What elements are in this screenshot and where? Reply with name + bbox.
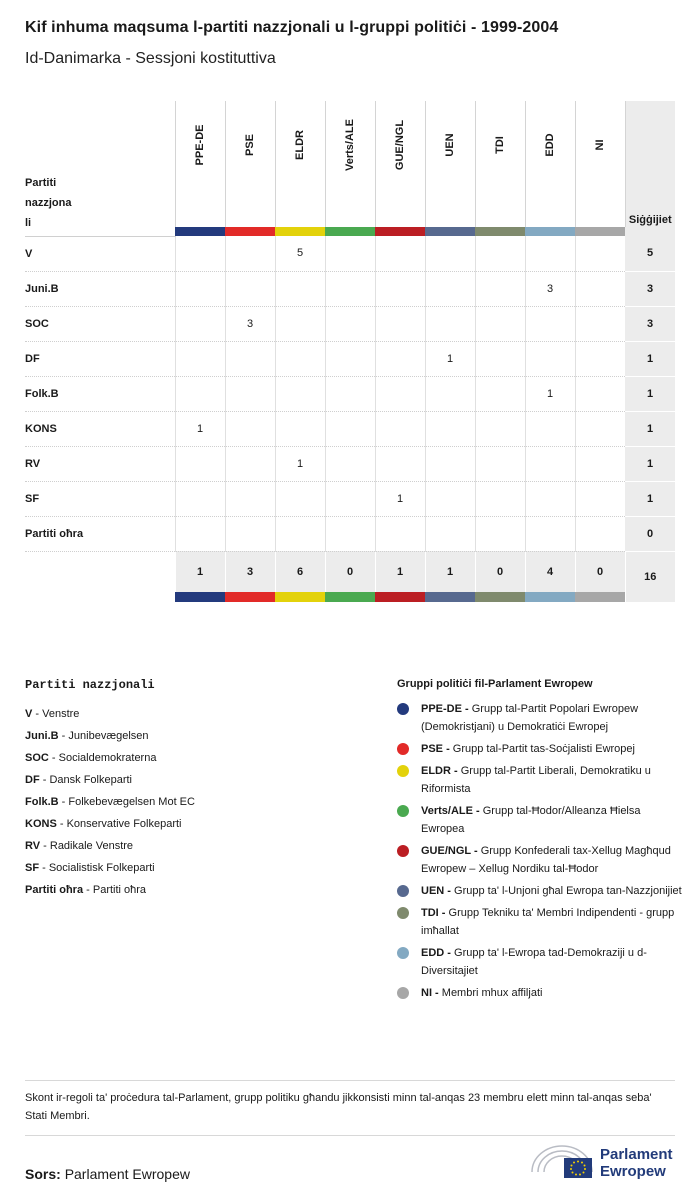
source-value: Parlament Ewropew	[64, 1166, 190, 1182]
row-total-cell: 1	[625, 446, 675, 481]
party-legend-code: Folk.B	[25, 796, 59, 808]
group-legend-code: ELDR	[421, 765, 451, 777]
party-name-cell: Juni.B	[25, 271, 175, 306]
party-legend-separator: -	[48, 752, 59, 764]
national-parties-legend	[25, 678, 195, 901]
seat-count-cell	[575, 446, 625, 481]
seat-count-cell	[325, 271, 375, 306]
group-legend-name: Grupp tal-Partit Liberali, Demokratiku u Riformista	[421, 765, 651, 795]
party-legend-separator: -	[39, 774, 50, 786]
seat-count-cell: 3	[225, 306, 275, 341]
group-legend-code: TDI	[421, 907, 439, 919]
group-color-dot-icon	[397, 947, 409, 959]
footer-bar-spacer	[25, 592, 175, 602]
party-legend-code: Juni.B	[25, 730, 59, 742]
group-legend-name: Grupp tal-Ħodor/Alleanza Ħielsa Ewropea	[421, 805, 641, 835]
seat-count-cell	[475, 271, 525, 306]
group-header-label: PPE-DE	[194, 124, 206, 166]
party-legend-separator: -	[58, 796, 69, 808]
group-legend-separator: -	[450, 765, 461, 777]
group-header-guengl	[375, 101, 425, 227]
seat-count-cell	[225, 236, 275, 271]
party-legend-separator: -	[58, 730, 69, 742]
totals-row-label-spacer	[25, 551, 175, 592]
party-legend-item	[25, 769, 195, 791]
party-legend-name: Venstre	[42, 708, 80, 720]
party-column-header: Partiti nazzjona li	[25, 101, 175, 236]
chart-subtitle: Id-Danimarka - Sessjoni kostituttiva	[25, 50, 276, 67]
group-legend-item	[397, 700, 682, 736]
seat-count-cell	[275, 271, 325, 306]
seat-count-cell	[525, 306, 575, 341]
seat-count-cell	[475, 236, 525, 271]
seat-count-cell	[575, 516, 625, 551]
logo-line-1: Parlament	[600, 1146, 673, 1163]
parliament-hemicycle-icon	[530, 1142, 594, 1180]
seat-count-cell	[575, 411, 625, 446]
group-color-bar	[175, 227, 225, 236]
column-total-cell: 0	[575, 551, 625, 592]
group-legend-separator: -	[438, 907, 449, 919]
seat-distribution-table	[25, 101, 675, 602]
seat-count-cell	[225, 376, 275, 411]
group-legend-separator: -	[432, 987, 442, 999]
seat-count-cell	[575, 481, 625, 516]
group-legend-name: Grupp tal-Partit tas-Soċjalisti Ewropej	[452, 743, 635, 755]
table-row	[25, 411, 675, 446]
seats-total-header	[625, 101, 675, 236]
column-total-cell: 0	[475, 551, 525, 592]
group-color-bar	[175, 592, 225, 602]
group-color-dot-icon	[397, 885, 409, 897]
table-row	[25, 236, 675, 271]
party-legend-code: V	[25, 708, 33, 720]
group-header-pse	[225, 101, 275, 227]
party-legend-item	[25, 835, 195, 857]
group-legend-separator: -	[470, 845, 481, 857]
row-total-cell: 0	[625, 516, 675, 551]
group-legend-name: Grupp ta' l-Ewropa tad-Demokraziji u d-Diversitajiet	[421, 947, 647, 977]
group-color-bar	[225, 227, 275, 236]
group-legend-item	[397, 762, 682, 798]
group-legend-separator: -	[461, 703, 472, 715]
group-legend-name: Grupp tal-Partit Popolari Ewropew (Demokristjani) u Demokratiċi Ewropej	[421, 703, 639, 733]
party-name-cell: SF	[25, 481, 175, 516]
row-total-cell: 1	[625, 341, 675, 376]
seat-count-cell	[525, 236, 575, 271]
row-total-cell: 3	[625, 306, 675, 341]
party-legend-item	[25, 813, 195, 835]
seat-count-cell	[475, 341, 525, 376]
group-header-label: ELDR	[294, 130, 306, 160]
column-total-cell: 1	[175, 551, 225, 592]
group-header-label: TDI	[494, 136, 506, 154]
seat-count-cell	[475, 446, 525, 481]
group-legend-item	[397, 740, 682, 758]
seat-count-cell	[575, 306, 625, 341]
chart-title: Kif inhuma maqsuma l-partiti nazzjonali u l-gruppi politiċi - 1999-2004	[25, 19, 559, 36]
group-color-bar	[375, 592, 425, 602]
seat-count-cell	[375, 271, 425, 306]
party-legend-separator: -	[56, 818, 67, 830]
seat-count-cell	[475, 411, 525, 446]
group-legend-separator: -	[472, 805, 483, 817]
party-legend-name: Junibevægelsen	[68, 730, 149, 742]
group-legend-separator: -	[444, 885, 455, 897]
party-name-cell: Folk.B	[25, 376, 175, 411]
group-color-dot-icon	[397, 805, 409, 817]
seat-count-cell	[425, 411, 475, 446]
party-legend-item	[25, 879, 195, 901]
party-legend-name: Radikale Venstre	[49, 840, 134, 852]
seat-count-cell	[275, 306, 325, 341]
row-total-cell: 3	[625, 271, 675, 306]
group-header-tdi	[475, 101, 525, 227]
seat-count-cell	[175, 481, 225, 516]
column-total-cell: 0	[325, 551, 375, 592]
seat-count-cell	[325, 481, 375, 516]
seat-count-cell: 1	[425, 341, 475, 376]
party-legend-item	[25, 703, 195, 725]
seat-count-cell	[325, 236, 375, 271]
seat-count-cell	[475, 306, 525, 341]
group-color-dot-icon	[397, 743, 409, 755]
party-legend-item	[25, 725, 195, 747]
seat-count-cell	[275, 341, 325, 376]
group-legend-item	[397, 944, 682, 980]
seat-count-cell: 1	[525, 376, 575, 411]
table-row	[25, 271, 675, 306]
seat-count-cell	[575, 236, 625, 271]
seat-count-cell	[175, 516, 225, 551]
column-total-cell: 3	[225, 551, 275, 592]
seat-count-cell	[375, 341, 425, 376]
group-color-dot-icon	[397, 703, 409, 715]
group-color-bar	[325, 227, 375, 236]
seat-count-cell	[225, 516, 275, 551]
group-color-bar	[425, 227, 475, 236]
seat-count-cell	[225, 481, 275, 516]
group-header-ppede	[175, 101, 225, 227]
table-row	[25, 481, 675, 516]
group-header-uen	[425, 101, 475, 227]
seat-count-cell: 5	[275, 236, 325, 271]
party-legend-name: Socialdemokraterna	[58, 752, 157, 764]
group-legend-code: UEN	[421, 885, 445, 897]
seat-count-cell	[475, 516, 525, 551]
seat-count-cell	[375, 516, 425, 551]
party-name-cell: V	[25, 236, 175, 271]
grand-total-cell: 16	[625, 551, 675, 602]
seat-count-cell	[525, 481, 575, 516]
seat-count-cell	[425, 236, 475, 271]
group-legend-code: NI	[421, 987, 432, 999]
group-header-vertsale	[325, 101, 375, 227]
group-color-dot-icon	[397, 987, 409, 999]
party-legend-code: SF	[25, 862, 40, 874]
seat-count-cell	[325, 446, 375, 481]
seat-count-cell: 1	[175, 411, 225, 446]
seats-total-header-label: Siġġijiet	[628, 214, 672, 226]
group-header-eldr	[275, 101, 325, 227]
party-name-cell: RV	[25, 446, 175, 481]
party-legend-name: Dansk Folkeparti	[49, 774, 132, 786]
seat-count-cell	[375, 376, 425, 411]
seat-count-cell	[325, 306, 375, 341]
group-color-bar	[325, 592, 375, 602]
seat-count-cell	[175, 446, 225, 481]
group-header-label: NI	[594, 139, 606, 151]
table-row	[25, 446, 675, 481]
group-color-dot-icon	[397, 845, 409, 857]
group-legend-code: GUE/NGL	[421, 845, 471, 857]
seat-count-cell	[475, 376, 525, 411]
row-total-cell: 5	[625, 236, 675, 271]
political-groups-legend	[397, 678, 682, 1006]
group-header-ni	[575, 101, 625, 227]
seat-count-cell	[175, 341, 225, 376]
seat-count-cell	[325, 516, 375, 551]
group-legend-item	[397, 842, 682, 878]
seat-count-cell	[425, 376, 475, 411]
row-total-cell: 1	[625, 481, 675, 516]
seat-count-cell: 1	[275, 446, 325, 481]
political-groups-legend-heading: Gruppi politiċi fil-Parlament Ewropew	[397, 678, 593, 690]
rules-note: Skont ir-regoli ta' proċedura tal-Parlament, grupp politiku għandu jikkonsisti minn tal-anqas 23 membru elett minn tal-anqas seba' Stati Membri.	[25, 1080, 675, 1136]
group-color-dot-icon	[397, 907, 409, 919]
group-legend-code: Verts/ALE	[421, 805, 473, 817]
party-legend-item	[25, 857, 195, 879]
group-header-label: UEN	[444, 133, 456, 157]
group-color-bar	[375, 227, 425, 236]
seat-count-cell	[525, 411, 575, 446]
group-header-label: PSE	[244, 133, 256, 157]
party-legend-code: KONS	[25, 818, 57, 830]
party-legend-item	[25, 747, 195, 769]
group-legend-item	[397, 904, 682, 940]
seat-count-cell	[275, 376, 325, 411]
group-color-bar	[275, 227, 325, 236]
party-legend-code: RV	[25, 840, 41, 852]
seat-count-cell	[575, 341, 625, 376]
column-total-cell: 1	[425, 551, 475, 592]
seat-count-cell	[175, 271, 225, 306]
group-header-label: Verts/ALE	[344, 119, 356, 171]
row-total-cell: 1	[625, 376, 675, 411]
group-legend-item	[397, 984, 682, 1002]
seat-count-cell	[225, 341, 275, 376]
group-color-bar	[425, 592, 475, 602]
party-legend-item	[25, 791, 195, 813]
group-color-bar	[525, 227, 575, 236]
seat-count-cell	[425, 481, 475, 516]
group-header-label: EDD	[544, 133, 556, 157]
seat-count-cell	[525, 341, 575, 376]
seat-count-cell	[275, 411, 325, 446]
seat-count-cell	[575, 376, 625, 411]
party-legend-separator: -	[83, 884, 93, 896]
seat-count-cell	[425, 271, 475, 306]
group-color-bar	[225, 592, 275, 602]
party-legend-name: Konservative Folkeparti	[66, 818, 182, 830]
seat-count-cell	[175, 236, 225, 271]
party-name-cell: SOC	[25, 306, 175, 341]
column-totals-row	[25, 551, 675, 592]
party-legend-separator: -	[39, 862, 49, 874]
seat-count-cell	[225, 411, 275, 446]
group-color-bar	[475, 592, 525, 602]
seat-count-cell: 3	[525, 271, 575, 306]
group-legend-name: Grupp Konfederali tax-Xellug Magħqud Ewropew – Xellug Nordiku tal-Ħodor	[421, 845, 671, 875]
group-legend-item	[397, 802, 682, 838]
seat-count-cell: 1	[375, 481, 425, 516]
seat-count-cell	[275, 481, 325, 516]
group-color-dot-icon	[397, 765, 409, 777]
group-legend-name: Grupp ta' l-Unjoni għal Ewropa tan-Nazzjonijiet	[454, 885, 682, 897]
seat-count-cell	[325, 341, 375, 376]
party-name-cell: KONS	[25, 411, 175, 446]
seat-count-cell	[225, 271, 275, 306]
group-legend-code: PPE-DE	[421, 703, 462, 715]
seat-count-cell	[175, 306, 225, 341]
seat-count-cell	[575, 271, 625, 306]
row-total-cell: 1	[625, 411, 675, 446]
national-parties-legend-heading: Partiti nazzjonali	[25, 678, 155, 692]
party-legend-separator: -	[40, 840, 50, 852]
group-legend-code: PSE	[421, 743, 444, 755]
column-total-cell: 4	[525, 551, 575, 592]
group-color-bar	[275, 592, 325, 602]
column-total-cell: 1	[375, 551, 425, 592]
party-legend-code: DF	[25, 774, 40, 786]
logo-line-2: Ewropew	[600, 1163, 666, 1180]
seat-count-cell	[425, 446, 475, 481]
seat-count-cell	[275, 516, 325, 551]
party-legend-name: Folkebevægelsen Mot EC	[68, 796, 195, 808]
seat-count-cell	[325, 376, 375, 411]
table-row	[25, 376, 675, 411]
group-color-bar	[575, 592, 625, 602]
group-legend-item	[397, 882, 682, 900]
group-legend-name: Membri mhux affiljati	[441, 987, 543, 999]
seat-count-cell	[175, 376, 225, 411]
seat-count-cell	[525, 516, 575, 551]
group-legend-separator: -	[444, 947, 455, 959]
seat-count-cell	[475, 481, 525, 516]
seat-count-cell	[525, 446, 575, 481]
party-legend-separator: -	[32, 708, 43, 720]
seat-count-cell	[425, 516, 475, 551]
seat-count-cell	[325, 411, 375, 446]
seat-count-cell	[425, 306, 475, 341]
group-header-edd	[525, 101, 575, 227]
seat-count-cell	[375, 306, 425, 341]
group-legend-name: Grupp Tekniku ta' Membri Indipendenti - grupp imħallat	[421, 907, 675, 937]
group-legend-code: EDD	[421, 947, 445, 959]
group-color-bar	[525, 592, 575, 602]
party-legend-code: SOC	[25, 752, 49, 764]
table-row	[25, 516, 675, 551]
party-name-cell: Partiti oħra	[25, 516, 175, 551]
column-total-cell: 6	[275, 551, 325, 592]
group-color-bar	[475, 227, 525, 236]
source-line	[25, 1166, 190, 1182]
seat-count-cell	[375, 446, 425, 481]
group-legend-separator: -	[443, 743, 453, 755]
group-color-bar	[575, 227, 625, 236]
seat-count-cell	[375, 236, 425, 271]
table-row	[25, 341, 675, 376]
european-parliament-logo	[530, 1142, 680, 1184]
seat-count-cell	[375, 411, 425, 446]
party-name-cell: DF	[25, 341, 175, 376]
group-header-label: GUE/NGL	[394, 119, 406, 171]
table-row	[25, 306, 675, 341]
party-legend-name: Partiti oħra	[92, 884, 147, 896]
footer-color-bars	[25, 592, 675, 602]
source-label: Sors:	[25, 1166, 61, 1182]
seat-count-cell	[225, 446, 275, 481]
party-legend-name: Socialistisk Folkeparti	[48, 862, 155, 874]
party-legend-code: Partiti oħra	[25, 884, 84, 896]
